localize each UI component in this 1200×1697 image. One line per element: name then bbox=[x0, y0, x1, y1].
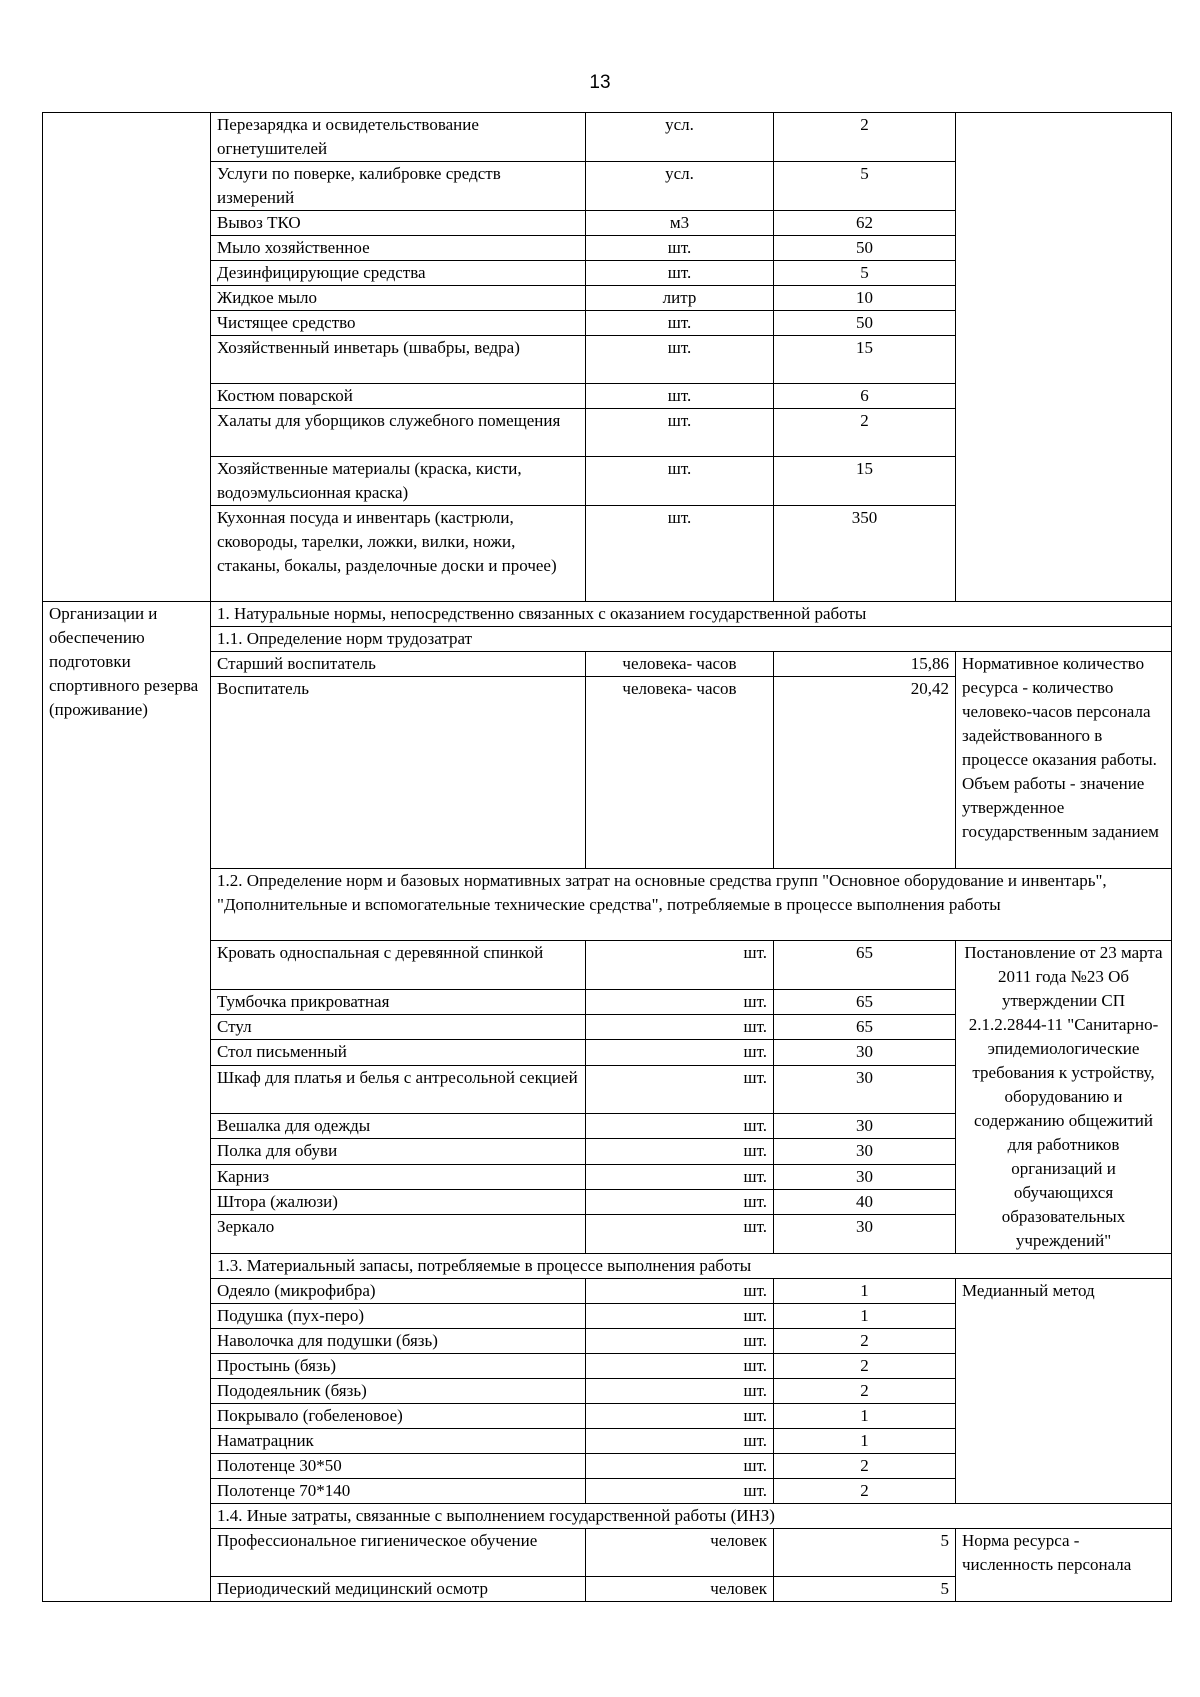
item-qty: 30 bbox=[774, 1215, 956, 1254]
item-name: Кровать односпальная с деревянной спинкой bbox=[211, 941, 586, 990]
item-unit: шт. bbox=[586, 384, 774, 409]
item-name: Перезарядка и освидетельствование огнетушителей bbox=[211, 113, 586, 162]
item-name: Мыло хозяйственное bbox=[211, 236, 586, 261]
item-unit: шт. bbox=[586, 1404, 774, 1429]
item-unit: литр bbox=[586, 286, 774, 311]
item-qty: 5 bbox=[774, 1577, 956, 1602]
item-name: Зеркало bbox=[211, 1215, 586, 1254]
item-unit: шт. bbox=[586, 1429, 774, 1454]
item-name: Покрывало (гобеленовое) bbox=[211, 1404, 586, 1429]
item-unit: шт. bbox=[586, 261, 774, 286]
item-unit: шт. bbox=[586, 1215, 774, 1254]
item-qty: 30 bbox=[774, 1164, 956, 1189]
item-name: Вывоз ТКО bbox=[211, 211, 586, 236]
item-name: Периодический медицинский осмотр bbox=[211, 1577, 586, 1602]
item-qty: 2 bbox=[774, 1354, 956, 1379]
section-title: 1.1. Определение норм трудозатрат bbox=[211, 627, 1172, 652]
item-name: Тумбочка прикроватная bbox=[211, 989, 586, 1014]
item-qty: 15 bbox=[774, 336, 956, 384]
item-qty: 30 bbox=[774, 1139, 956, 1164]
item-unit: шт. bbox=[586, 1379, 774, 1404]
item-unit: шт. bbox=[586, 1114, 774, 1139]
item-qty: 15,86 bbox=[774, 652, 956, 677]
basis-cell: Норма ресурса - численность персонала bbox=[956, 1529, 1172, 1602]
item-unit: шт. bbox=[586, 1014, 774, 1039]
item-qty: 1 bbox=[774, 1429, 956, 1454]
item-qty: 50 bbox=[774, 311, 956, 336]
empty-basis-cell bbox=[956, 113, 1172, 602]
empty-org-cell bbox=[43, 113, 211, 602]
item-unit: шт. bbox=[586, 1454, 774, 1479]
item-unit: человек bbox=[586, 1577, 774, 1602]
item-unit: шт. bbox=[586, 1139, 774, 1164]
item-name: Стул bbox=[211, 1014, 586, 1039]
item-name: Стол письменный bbox=[211, 1040, 586, 1065]
item-qty: 62 bbox=[774, 211, 956, 236]
item-name: Одеяло (микрофибра) bbox=[211, 1279, 586, 1304]
item-unit: шт. bbox=[586, 457, 774, 506]
item-qty: 6 bbox=[774, 384, 956, 409]
item-unit: шт. bbox=[586, 1040, 774, 1065]
item-qty: 350 bbox=[774, 506, 956, 602]
item-qty: 5 bbox=[774, 261, 956, 286]
item-name: Дезинфицирующие средства bbox=[211, 261, 586, 286]
item-qty: 15 bbox=[774, 457, 956, 506]
item-name: Штора (жалюзи) bbox=[211, 1190, 586, 1215]
item-unit: шт. bbox=[586, 1304, 774, 1329]
basis-cell: Нормативное количество ресурса - количество человеко-часов персонала задействованного в процессе оказания работы. Объем работы - значение утвержденное государственным заданием bbox=[956, 652, 1172, 869]
item-unit: шт. bbox=[586, 941, 774, 990]
item-qty: 30 bbox=[774, 1114, 956, 1139]
item-name: Карниз bbox=[211, 1164, 586, 1189]
item-name: Наматрацник bbox=[211, 1429, 586, 1454]
section-title: 1.4. Иные затраты, связанные с выполнением государственной работы (ИНЗ) bbox=[211, 1504, 1172, 1529]
item-qty: 20,42 bbox=[774, 677, 956, 869]
basis-cell: Постановление от 23 марта 2011 года №23 Об утверждении СП 2.1.2.2844-11 "Санитарно-эпидемиологические требования к устройству, оборудованию и содержанию общежитий для работников организаций и обучающихся образовательных учреждений" bbox=[956, 941, 1172, 1254]
item-qty: 30 bbox=[774, 1040, 956, 1065]
item-unit: усл. bbox=[586, 113, 774, 162]
item-qty: 2 bbox=[774, 1379, 956, 1404]
item-unit: шт. bbox=[586, 1065, 774, 1114]
basis-cell: Медианный метод bbox=[956, 1279, 1172, 1504]
item-unit: шт. bbox=[586, 1329, 774, 1354]
item-unit: шт. bbox=[586, 1190, 774, 1215]
item-name: Старший воспитатель bbox=[211, 652, 586, 677]
item-unit: шт. bbox=[586, 1279, 774, 1304]
item-qty: 2 bbox=[774, 1454, 956, 1479]
item-qty: 10 bbox=[774, 286, 956, 311]
item-qty: 30 bbox=[774, 1065, 956, 1114]
item-unit: шт. bbox=[586, 1164, 774, 1189]
item-unit: шт. bbox=[586, 409, 774, 457]
item-name: Полотенце 30*50 bbox=[211, 1454, 586, 1479]
item-unit: шт. bbox=[586, 989, 774, 1014]
item-qty: 5 bbox=[774, 162, 956, 211]
item-name: Чистящее средство bbox=[211, 311, 586, 336]
item-name: Простынь (бязь) bbox=[211, 1354, 586, 1379]
item-unit: шт. bbox=[586, 336, 774, 384]
item-qty: 50 bbox=[774, 236, 956, 261]
item-qty: 65 bbox=[774, 989, 956, 1014]
norms-table bbox=[42, 112, 1172, 1602]
item-unit: шт. bbox=[586, 311, 774, 336]
item-qty: 5 bbox=[774, 1529, 956, 1577]
item-qty: 1 bbox=[774, 1279, 956, 1304]
item-name: Профессиональное гигиеническое обучение bbox=[211, 1529, 586, 1577]
page-number: 13 bbox=[589, 72, 611, 93]
item-unit: м3 bbox=[586, 211, 774, 236]
section-title: 1. Натуральные нормы, непосредственно связанных с оказанием государственной работы bbox=[211, 602, 1172, 627]
item-qty: 2 bbox=[774, 1329, 956, 1354]
item-name: Подушка (пух-перо) bbox=[211, 1304, 586, 1329]
item-name: Шкаф для платья и белья с антресольной секцией bbox=[211, 1065, 586, 1114]
item-name: Полка для обуви bbox=[211, 1139, 586, 1164]
item-unit: шт. bbox=[586, 1354, 774, 1379]
item-qty: 2 bbox=[774, 113, 956, 162]
item-name: Полотенце 70*140 bbox=[211, 1479, 586, 1504]
item-qty: 65 bbox=[774, 1014, 956, 1039]
item-name: Жидкое мыло bbox=[211, 286, 586, 311]
item-unit: шт. bbox=[586, 236, 774, 261]
item-name: Хозяйственные материалы (краска, кисти, водоэмульсионная краска) bbox=[211, 457, 586, 506]
item-unit: усл. bbox=[586, 162, 774, 211]
item-qty: 2 bbox=[774, 409, 956, 457]
organization-cell: Организации и обеспечению подготовки спортивного резерва (проживание) bbox=[43, 602, 211, 1602]
item-qty: 1 bbox=[774, 1404, 956, 1429]
item-name: Воспитатель bbox=[211, 677, 586, 869]
item-name: Вешалка для одежды bbox=[211, 1114, 586, 1139]
section-title: 1.3. Материальный запасы, потребляемые в процессе выполнения работы bbox=[211, 1254, 1172, 1279]
item-unit: человека- часов bbox=[586, 677, 774, 869]
item-name: Костюм поварской bbox=[211, 384, 586, 409]
item-name: Кухонная посуда и инвентарь (кастрюли, сковороды, тарелки, ложки, вилки, ножи, стаканы, бокалы, разделочные доски и прочее) bbox=[211, 506, 586, 602]
item-name: Хозяйственный инветарь (швабры, ведра) bbox=[211, 336, 586, 384]
item-name: Услуги по поверке, калибровке средств измерений bbox=[211, 162, 586, 211]
item-qty: 40 bbox=[774, 1190, 956, 1215]
item-unit: человека- часов bbox=[586, 652, 774, 677]
item-name: Халаты для уборщиков служебного помещения bbox=[211, 409, 586, 457]
item-qty: 65 bbox=[774, 941, 956, 990]
item-qty: 1 bbox=[774, 1304, 956, 1329]
item-name: Наволочка для подушки (бязь) bbox=[211, 1329, 586, 1354]
item-unit: шт. bbox=[586, 1479, 774, 1504]
item-qty: 2 bbox=[774, 1479, 956, 1504]
item-unit: шт. bbox=[586, 506, 774, 602]
section-title: 1.2. Определение норм и базовых нормативных затрат на основные средства групп "Основное оборудование и инвентарь", "Дополнительные и вспомогательные технические средства", потребляемые в процессе выполнения работы bbox=[211, 869, 1172, 941]
item-unit: человек bbox=[586, 1529, 774, 1577]
item-name: Пододеяльник (бязь) bbox=[211, 1379, 586, 1404]
